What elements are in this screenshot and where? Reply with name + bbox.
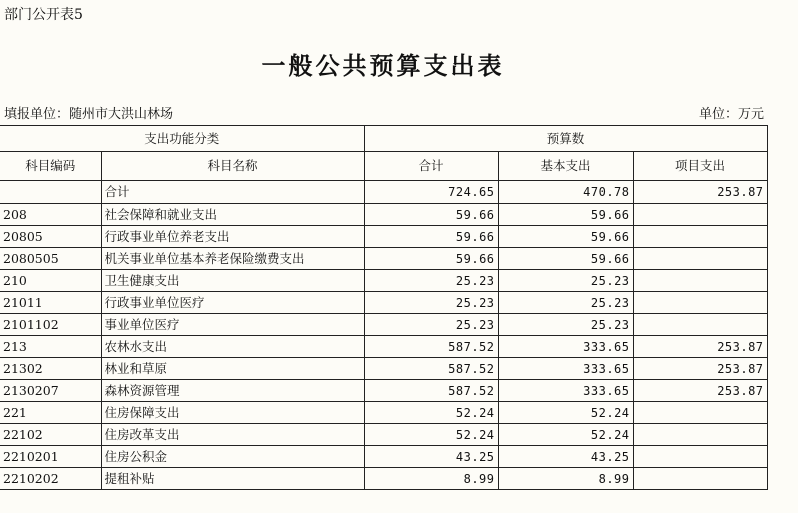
cell-code: 2210202 [0,468,101,490]
table-row [0,181,767,204]
table-row [0,358,767,380]
cell-code: 2080505 [0,248,101,270]
cell-total: 8.99 [364,468,498,490]
cell-name: 住房改革支出 [101,424,364,446]
cell-code: 20805 [0,226,101,248]
cell-basic: 470.78 [498,181,633,204]
cell-name: 行政事业单位养老支出 [101,226,364,248]
cell-total: 25.23 [364,292,498,314]
cell-project [633,402,767,424]
table-row [0,292,767,314]
table-row [0,314,767,336]
cell-name: 住房保障支出 [101,402,364,424]
cell-project: 253.87 [633,358,767,380]
cell-project [633,226,767,248]
cell-code: 210 [0,270,101,292]
cell-project [633,424,767,446]
table-row [0,380,767,402]
table-row [0,468,767,490]
header-total: 合计 [364,152,498,181]
cell-project [633,446,767,468]
cell-project [633,204,767,226]
cell-basic: 52.24 [498,424,633,446]
currency-unit: 单位：万元 [698,107,764,122]
cell-name: 林业和草原 [101,358,364,380]
table-row [0,248,767,270]
table-row [0,270,767,292]
cell-code: 21011 [0,292,101,314]
cell-code: 2130207 [0,380,101,402]
cell-total: 25.23 [364,314,498,336]
cell-code: 2101102 [0,314,101,336]
cell-code: 208 [0,204,101,226]
cell-project: 253.87 [633,380,767,402]
cell-name: 行政事业单位医疗 [101,292,364,314]
cell-code: 213 [0,336,101,358]
page-title: 一般公共预算支出表 [261,51,505,80]
cell-project: 253.87 [633,181,767,204]
header-budget-group: 预算数 [364,126,767,152]
cell-name: 森林资源管理 [101,380,364,402]
cell-basic: 25.23 [498,292,633,314]
header-name: 科目名称 [101,152,364,181]
cell-code [0,181,101,204]
header-basic: 基本支出 [498,152,633,181]
cell-name: 住房公积金 [101,446,364,468]
cell-name: 合计 [101,181,364,204]
cell-total: 59.66 [364,226,498,248]
cell-total: 52.24 [364,402,498,424]
cell-code: 2210201 [0,446,101,468]
cell-basic: 43.25 [498,446,633,468]
cell-name: 事业单位医疗 [101,314,364,336]
cell-total: 59.66 [364,248,498,270]
cell-project [633,292,767,314]
table-row [0,446,767,468]
cell-basic: 25.23 [498,314,633,336]
table-row [0,402,767,424]
cell-basic: 8.99 [498,468,633,490]
cell-project [633,314,767,336]
cell-total: 724.65 [364,181,498,204]
reporting-unit: 填报单位：随州市大洪山林场 [4,107,174,122]
cell-name: 社会保障和就业支出 [101,204,364,226]
cell-basic: 59.66 [498,226,633,248]
cell-code: 22102 [0,424,101,446]
cell-total: 587.52 [364,358,498,380]
cell-total: 52.24 [364,424,498,446]
header-code: 科目编码 [0,152,101,181]
cell-basic: 59.66 [498,248,633,270]
cell-basic: 25.23 [498,270,633,292]
cell-name: 农林水支出 [101,336,364,358]
table-row [0,204,767,226]
cell-name: 机关事业单位基本养老保险缴费支出 [101,248,364,270]
cell-total: 587.52 [364,336,498,358]
cell-total: 43.25 [364,446,498,468]
table-row [0,336,767,358]
table-row [0,424,767,446]
cell-total: 587.52 [364,380,498,402]
cell-total: 25.23 [364,270,498,292]
header-project: 项目支出 [633,152,767,181]
cell-basic: 333.65 [498,358,633,380]
cell-name: 卫生健康支出 [101,270,364,292]
table-row [0,226,767,248]
document-label: 部门公开表5 [4,7,83,23]
header-function-group: 支出功能分类 [0,126,364,152]
cell-basic: 59.66 [498,204,633,226]
cell-basic: 333.65 [498,380,633,402]
cell-total: 59.66 [364,204,498,226]
cell-name: 提租补贴 [101,468,364,490]
cell-basic: 52.24 [498,402,633,424]
cell-project [633,248,767,270]
cell-project [633,270,767,292]
cell-project: 253.87 [633,336,767,358]
cell-code: 21302 [0,358,101,380]
cell-project [633,468,767,490]
cell-code: 221 [0,402,101,424]
budget-table [0,125,768,490]
cell-basic: 333.65 [498,336,633,358]
